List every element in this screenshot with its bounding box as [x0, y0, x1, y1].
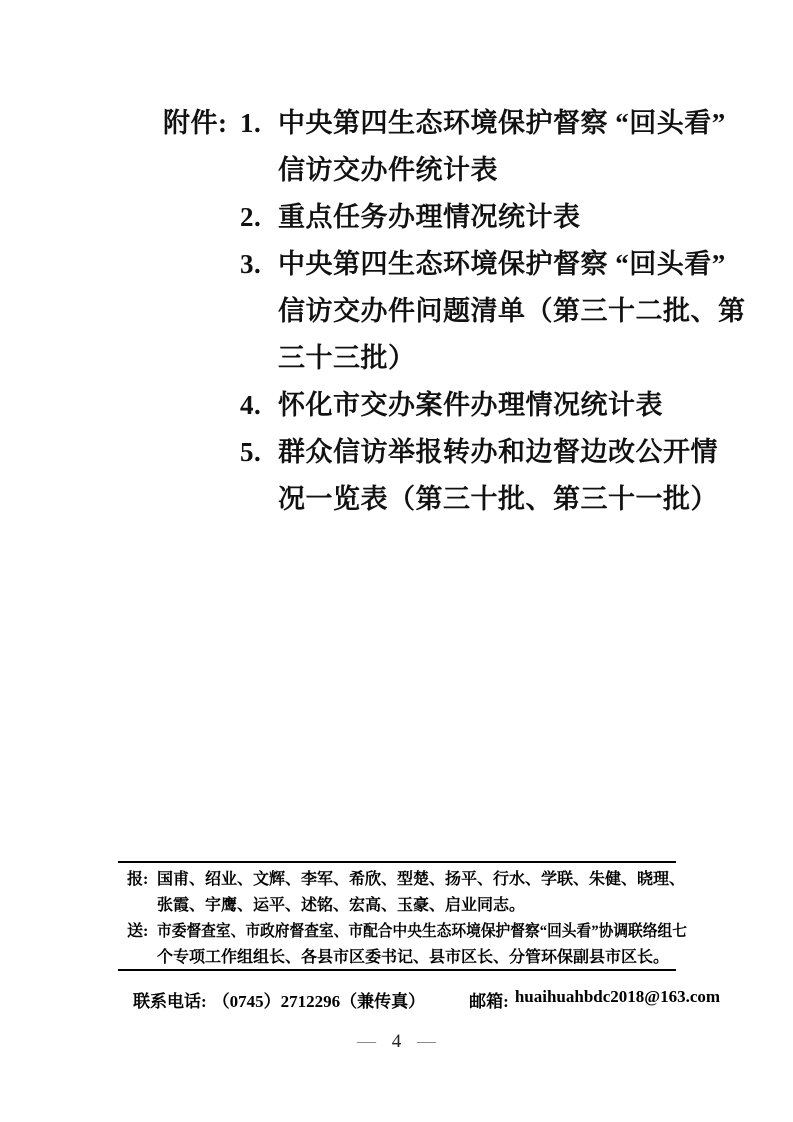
report-names: [157, 867, 687, 919]
attachment-line: 三十三批）: [278, 343, 416, 373]
page-number-dash-left: —: [357, 1031, 376, 1052]
report-names-line: 国甫、绍业、文辉、李军、希欣、型楚、扬平、行水、学联、朱健、晓理、: [157, 871, 686, 888]
email-pair: [469, 987, 720, 1012]
attachment-item-2-text: [278, 194, 746, 241]
attachment-item-3-number: 3.: [240, 249, 262, 279]
attachment-line: 信访交办件问题清单（第三十二批、第: [278, 296, 746, 326]
email-label: 邮箱:: [469, 992, 509, 1011]
send-to-line: [127, 919, 687, 971]
phone-value: （0745）2712296（兼传真）: [212, 992, 426, 1011]
contact-line: [133, 987, 720, 1012]
send-recipients-line: 个专项工作组组长、各县市区委书记、县市区长、分管环保副县市区长。: [157, 949, 670, 966]
attachment-item-5-text: [278, 429, 746, 523]
phone-label: 联系电话:: [133, 992, 207, 1011]
attachment-item-4-text: [278, 382, 746, 429]
attachment-item-3: [163, 241, 746, 382]
attachments-label: 附件:: [163, 108, 228, 138]
attachment-item-1-number: 1.: [240, 108, 262, 138]
page-number-dash-right: —: [417, 1031, 436, 1052]
attachment-line: 中央第四生态环境保护督察 “回头看”: [278, 108, 726, 138]
attachment-item-1: [163, 100, 746, 194]
attachment-item-5-number: 5.: [240, 437, 262, 467]
attachment-item-4: [163, 382, 746, 429]
send-recipients: [157, 919, 733, 971]
page-number-value: 4: [391, 1031, 402, 1052]
attachment-item-3-text: [278, 241, 746, 382]
attachment-item-2-number: 2.: [240, 202, 262, 232]
email-value: huaihuahbdc2018@163.com: [514, 987, 721, 1006]
report-names-line: 张霞、宇鹰、运平、述铭、宏高、玉豪、启业同志。: [157, 897, 526, 914]
attachment-line: 中央第四生态环境保护督察 “回头看”: [278, 249, 726, 279]
attachment-list: [163, 100, 746, 523]
phone-pair: [133, 987, 425, 1012]
attachment-line: 怀化市交办案件办理情况统计表: [278, 390, 663, 420]
attachment-item-2: [163, 194, 746, 241]
attachment-line: 群众信访举报转办和边督边改公开情: [278, 437, 718, 467]
footer-divider-top: [118, 861, 676, 863]
page-number: [0, 1031, 793, 1053]
attachment-line: 重点任务办理情况统计表: [278, 202, 581, 232]
attachment-item-5: [163, 429, 746, 523]
report-to-line: [127, 867, 687, 919]
attachment-line: 信访交办件统计表: [278, 155, 498, 185]
attachment-item-1-text: [278, 100, 746, 194]
attachment-line: 况一览表（第三十批、第三十一批）: [278, 484, 718, 514]
distribution-notes: [127, 867, 687, 971]
report-label: 报:: [127, 871, 149, 888]
send-recipients-line: 市委督查室、市政府督查室、市配合中央生态环境保护督察“回头看”协调联络组七: [157, 923, 687, 940]
send-label: 送:: [127, 923, 149, 940]
attachment-item-4-number: 4.: [240, 390, 262, 420]
